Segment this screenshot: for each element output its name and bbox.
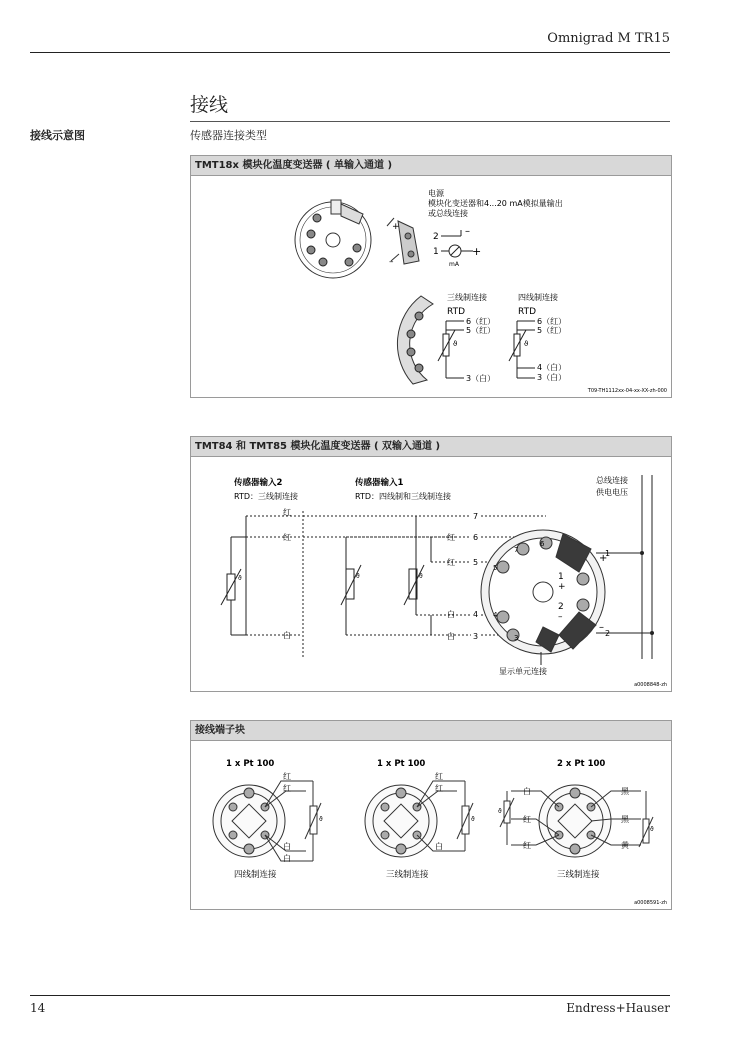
three-wire-rtd: RTD	[447, 307, 466, 317]
pin-2: 2	[433, 232, 439, 242]
block2-color-2: 红	[435, 784, 443, 793]
block3-right-1: 黑	[621, 787, 629, 796]
three-row-6: 6（红）	[466, 317, 496, 326]
block1-heading: 1 x Pt 100	[226, 759, 275, 769]
left-color-2: 红	[283, 533, 291, 542]
power-line-2: 模块化变送器和4...20 mA模拟量输出	[428, 199, 563, 208]
block3-left-1: 白	[523, 787, 531, 796]
inner-5: 5	[493, 564, 498, 572]
three-wire-label: 三线制连接	[447, 293, 487, 302]
block3-heading: 2 x Pt 100	[557, 759, 606, 769]
block2-color-3: 白	[435, 842, 443, 851]
term-3: 3	[473, 632, 479, 641]
left-color-3: 白	[283, 631, 291, 640]
block1-caption: 四线制连接	[234, 870, 277, 880]
four-row-6: 6（红）	[537, 317, 567, 326]
block1-color-1: 红	[283, 772, 291, 781]
inner-6: 6	[540, 540, 545, 548]
center-pin-minus: –	[558, 612, 563, 622]
inner-4: 4	[493, 611, 498, 619]
section-subtitle: 传感器连接类型	[190, 129, 267, 142]
bus-minus: –	[599, 622, 604, 633]
pin-minus: –	[465, 226, 470, 237]
input1-title: 传感器输入1	[355, 478, 404, 488]
bus-plus: +	[599, 553, 608, 564]
panel1-diagram	[191, 156, 671, 397]
block2-heading: 1 x Pt 100	[377, 759, 426, 769]
three-row-3: 3（白）	[466, 374, 496, 383]
pin-plus-left: +	[392, 222, 400, 232]
four-wire-label: 四线制连接	[518, 293, 558, 302]
footer-page: 14	[30, 1001, 46, 1015]
theta-left: ϑ	[238, 575, 242, 582]
term-7: 7	[473, 512, 479, 521]
right-color-2: 红	[447, 558, 455, 567]
block2-caption: 三线制连接	[386, 870, 429, 880]
header-product: Omnigrad M TR15	[547, 31, 670, 46]
pin-1: 1	[433, 247, 439, 257]
panel3-diagram	[191, 721, 671, 909]
transmitter-head	[295, 200, 371, 278]
panel1-title: TMT18x 模块化温度变送器 ( 单输入通道 )	[191, 156, 671, 176]
panel-terminal-block	[190, 720, 672, 910]
bus-pin-1: 1	[605, 549, 611, 558]
panel2-code: a0008848-zh	[634, 682, 667, 688]
block3-left-2: 红	[523, 815, 531, 824]
block1-color-3: 白	[283, 842, 291, 851]
block1-theta: ϑ	[319, 816, 323, 823]
inner-7: 7	[514, 546, 519, 554]
panel3-title: 接线端子块	[191, 721, 671, 741]
right-color-1: 红	[447, 533, 455, 542]
power-line-1: 电源	[428, 189, 444, 198]
footer-brand: Endress+Hauser	[566, 1001, 670, 1015]
inner-3: 3	[514, 634, 519, 642]
four-row-5: 5（红）	[537, 326, 567, 335]
block3-theta-right: ϑ	[650, 826, 654, 833]
input2-sub: RTD：三线制连接	[234, 492, 299, 501]
theta-2: ϑ	[524, 340, 529, 348]
panel-dual-input	[190, 436, 672, 692]
four-wire-rtd: RTD	[518, 307, 537, 317]
right-color-3: 白	[447, 610, 455, 619]
side-label: 接线示意图	[30, 129, 85, 142]
bus-line-1: 总线连接	[596, 476, 628, 485]
panel-single-input	[190, 155, 672, 398]
panel2-diagram	[191, 437, 671, 691]
theta-right: ϑ	[419, 573, 423, 580]
section-rule	[190, 121, 670, 122]
block3-right-2: 黑	[621, 815, 629, 824]
header-rule	[30, 52, 670, 53]
pin-plus: +	[472, 245, 482, 258]
term-5: 5	[473, 558, 479, 567]
input1-sub: RTD：四线制和三线制连接	[355, 492, 452, 501]
block3-right-3: 黄	[621, 841, 629, 850]
center-pin-1: 1	[558, 572, 564, 582]
block1-color-2: 红	[283, 784, 291, 793]
block1-color-4: 白	[283, 854, 291, 863]
panel1-code: T09-TH1112xx-04-xx-XX-zh-000	[587, 388, 667, 394]
three-row-5: 5（红）	[466, 326, 496, 335]
four-row-4: 4（白）	[537, 363, 567, 372]
panel3-code: a0008591-zh	[634, 900, 667, 906]
right-color-4: 白	[447, 632, 455, 641]
panel2-title: TMT84 和 TMT85 模块化温度变送器 ( 双输入通道 )	[191, 437, 671, 457]
bus-pin-2: 2	[605, 629, 611, 638]
four-row-3: 3（白）	[537, 373, 567, 382]
center-pin-2: 2	[558, 602, 564, 612]
term-4: 4	[473, 610, 479, 619]
bus-line-2: 供电电压	[596, 488, 628, 497]
section-title: 接线	[190, 94, 229, 116]
left-color-1: 红	[283, 508, 291, 517]
block3-caption: 三线制连接	[557, 870, 600, 880]
pin-ma: mA	[449, 261, 459, 268]
block2-color-1: 红	[435, 772, 443, 781]
theta-mid: ϑ	[356, 573, 360, 580]
center-pin-plus: +	[558, 582, 566, 592]
theta-1: ϑ	[453, 340, 458, 348]
pin-minus-left: –	[389, 257, 394, 267]
block3-left-3: 红	[523, 841, 531, 850]
footer-rule	[30, 995, 670, 996]
term-6: 6	[473, 533, 479, 542]
block3-theta-left: ϑ	[498, 808, 502, 815]
display-label: 显示单元连接	[499, 667, 547, 676]
input2-title: 传感器输入2	[234, 478, 283, 488]
power-line-3: 或总线连接	[428, 209, 468, 218]
block2-theta: ϑ	[471, 816, 475, 823]
